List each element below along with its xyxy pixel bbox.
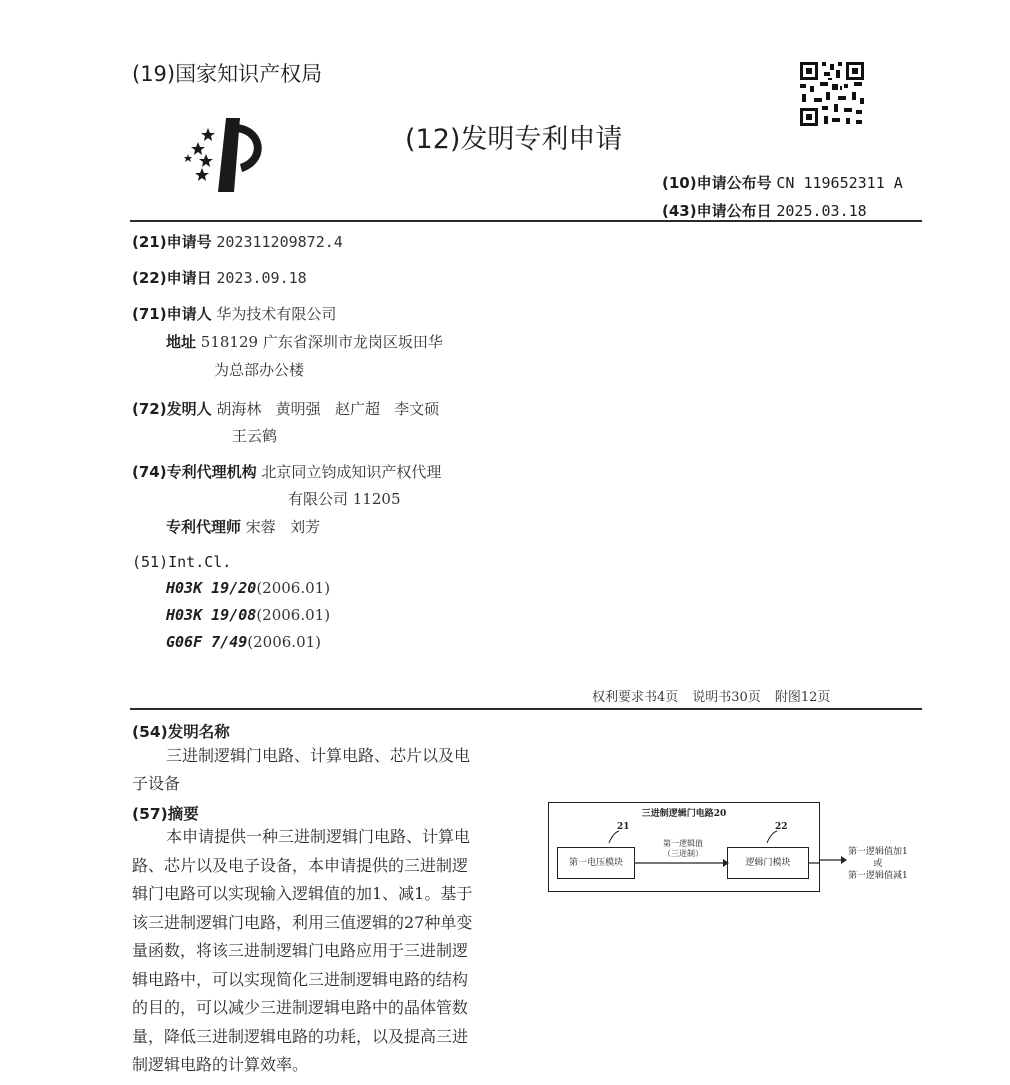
abstract-line: 量函数，将该三进制逻辑门电路应用于三进制逻 [132,941,469,960]
abstract-line: 的目的，可以减少三进制逻辑电路中的晶体管数 [132,998,469,1017]
address-line2: 为总部办公楼 [214,361,305,379]
abstract-line: 量，降低三进制逻辑电路的功耗，以及提高三进 [132,1027,469,1046]
application-date: (22)申请日 2023.09.18 [132,269,307,287]
section-divider [130,708,922,710]
publication-date: (43)申请公布日 2025.03.18 [662,202,867,220]
abstract-line: 制逻辑电路的计算效率。 [132,1055,309,1074]
abstract-line: 辑电路中，可以实现简化三进制逻辑电路的结构 [132,970,469,989]
output-arrow-icon [819,854,847,866]
cnipa-logo-icon [178,116,278,194]
address: 地址 518129 广东省深圳市龙岗区坂田华 [166,333,443,351]
figure-ref-22: 22 [775,822,788,832]
figure-ref-21: 21 [617,822,630,832]
patent-agency: (74)专利代理机构 北京同立钧成知识产权代理 [132,463,442,481]
page-counts: 权利要求书4页 说明书30页 附图12页 [592,690,831,705]
abstract-line: 该三进制逻辑门电路，利用三值逻辑的27种单变 [132,913,473,932]
voltage-module-box: 第一电压模块 [557,847,635,879]
invention-title: 三进制逻辑门电路、计算电路、芯片以及电 [166,746,471,765]
inventors-line2: 王云鹤 [232,427,278,445]
inventors: (72)发明人 胡海林 黄明强 赵广超 李文硕 [132,400,440,418]
office-name: (19)国家知识产权局 [132,62,323,86]
header-divider [130,220,922,222]
signal-label: 第一逻辑值 （三进制） [663,839,703,858]
abstract-label: (57)摘要 [132,805,199,823]
invention-title-line2: 子设备 [132,774,181,793]
ipc-item: G06F 7/49(2006.01) [166,633,322,651]
publication-number: (10)申请公布号 CN 119652311 A [662,174,903,192]
qr-code-icon [798,60,866,128]
figure-connectors [549,803,819,891]
ipc-item: H03K 19/08(2006.01) [166,606,331,624]
ipc-label: (51)Int.Cl. [132,553,232,571]
applicant: (71)申请人 华为技术有限公司 [132,305,337,323]
figure-title: 三进制逻辑门电路20 [641,809,727,819]
output-label: 第一逻辑值加1 或 第一逻辑值减1 [848,847,908,881]
abstract-line: 路、芯片以及电子设备，本申请提供的三进制逻 [132,856,469,875]
patent-agents: 专利代理师 宋蓉 刘芳 [166,518,321,536]
application-number: (21)申请号 202311209872.4 [132,233,343,251]
abstract-line: 本申请提供一种三进制逻辑门电路、计算电 [166,827,471,846]
ipc-item: H03K 19/20(2006.01) [166,579,331,597]
patent-agency-line2: 有限公司 11205 [288,490,401,508]
logic-gate-module-box: 逻辑门模块 [727,847,809,879]
title-label: (54)发明名称 [132,723,230,741]
abstract-figure [548,802,820,892]
abstract-line: 辑门电路可以实现输入逻辑值的加1、减1。基于 [132,884,473,903]
document-type: (12)发明专利申请 [405,124,623,155]
